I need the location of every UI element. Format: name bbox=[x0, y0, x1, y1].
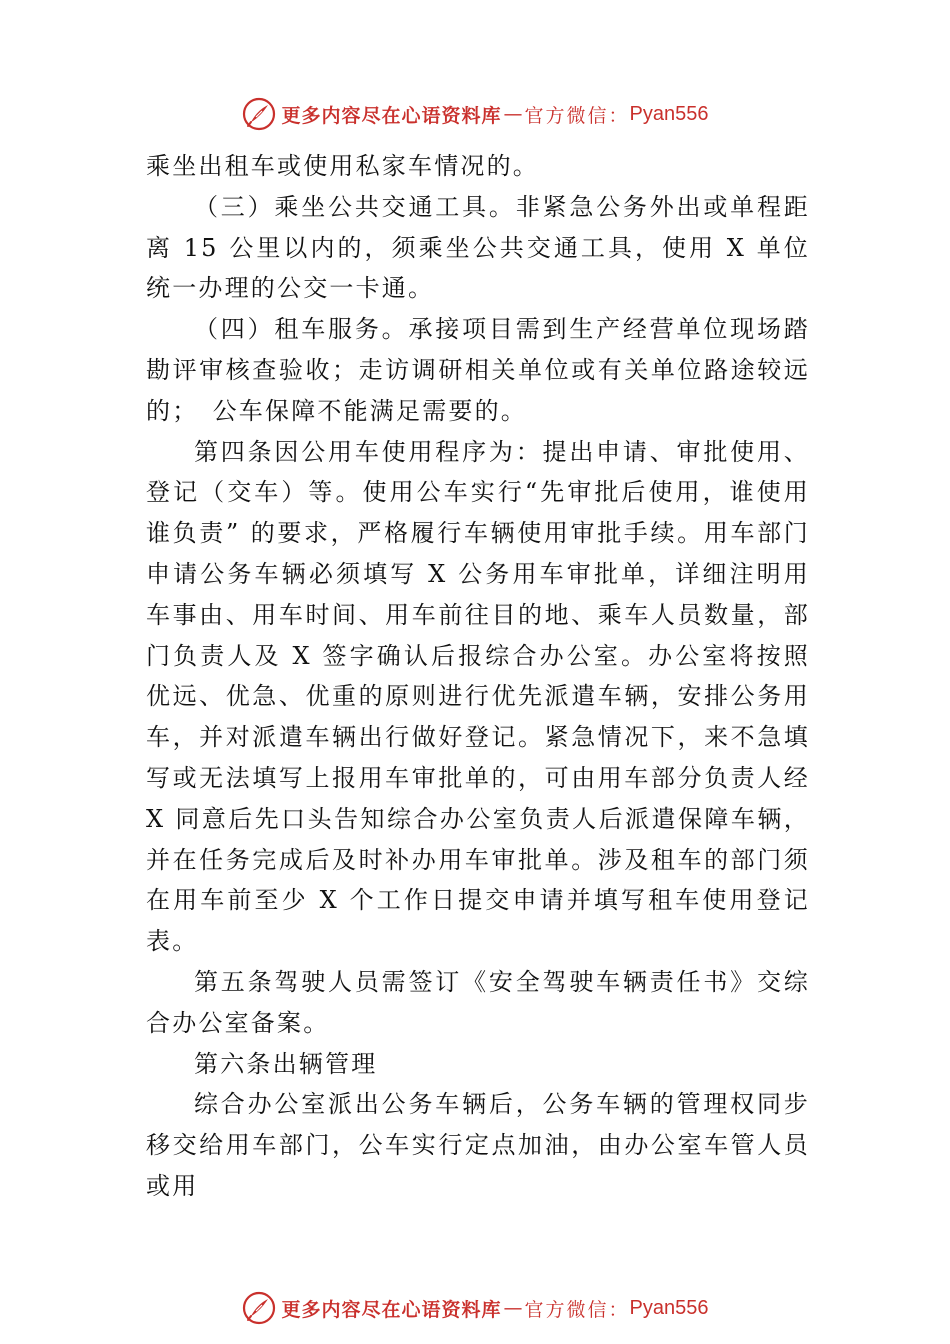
document-body bbox=[146, 146, 810, 1207]
banner-dash: — bbox=[503, 1297, 523, 1319]
banner-wechat-label: 官方微信： bbox=[524, 1298, 630, 1321]
paragraph: 第五条驾驶人员需签订《安全驾驶车辆责任书》交综合办公室备案。 bbox=[146, 967, 810, 1037]
paragraph: 乘坐出租车或使用私家车情况的。 bbox=[146, 152, 539, 180]
banner-site-name: 更多内容尽在心语资料库 bbox=[281, 1298, 502, 1321]
banner-wechat-label: 官方微信： bbox=[524, 104, 630, 127]
paragraph: 综合办公室派出公务车辆后，公务车辆的管理权同步移交给用车部门，公车实行定点加油，由办公室车管人员或用 bbox=[146, 1090, 810, 1200]
paragraph: 第六条出辆管理 bbox=[194, 1049, 378, 1078]
header-banner bbox=[0, 92, 950, 136]
quill-pen-logo-icon bbox=[242, 1291, 276, 1325]
quill-pen-logo-icon bbox=[242, 97, 276, 131]
paragraph: （三）乘坐公共交通工具。非紧急公务外出或单程距离 15 公里以内的，须乘坐公共交通工具，使用 X 单位统一办理的公交一卡通。 bbox=[146, 192, 810, 303]
banner-dash: — bbox=[503, 103, 523, 125]
banner-wechat-id: Pyan556 bbox=[629, 1296, 709, 1319]
footer-banner bbox=[0, 1286, 950, 1330]
banner-wechat-id: Pyan556 bbox=[629, 102, 709, 125]
banner-site-name: 更多内容尽在心语资料库 bbox=[281, 104, 502, 127]
paragraph: （四）租车服务。承接项目需到生产经营单位现场踏勘评审核查验收；走访调研相关单位或有关单位路途较远的； 公车保障不能满足需要的。 bbox=[146, 315, 810, 425]
paragraph: 第四条因公用车使用程序为：提出申请、审批使用、登记（交车）等。使用公车实行“先审批后使用，谁使用谁负责” 的要求，严格履行车辆使用审批手续。用车部门申请公务车辆必须填写 X 公务用车审批单，详细注明用车事由、用车时间、用车前往目的地、乘车人员数量，部门负责人及 X 签字确认后报综合办公室。办公室将按照优远、优急、优重的原则进行优先派遣车辆，安排公务用车，并对派遣车辆出行做好登记。紧急情况下，来不急填写或无法填写上报用车审批单的，可由用车部分负责人经 X 同意后先口头告知综合办公室负责人后派遣保障车辆，并在任务完成后及时补办用车审批单。涉及租车的部门须在用车前至少 X 个工作日提交申请并填写租车使用登记表。 bbox=[146, 437, 810, 956]
